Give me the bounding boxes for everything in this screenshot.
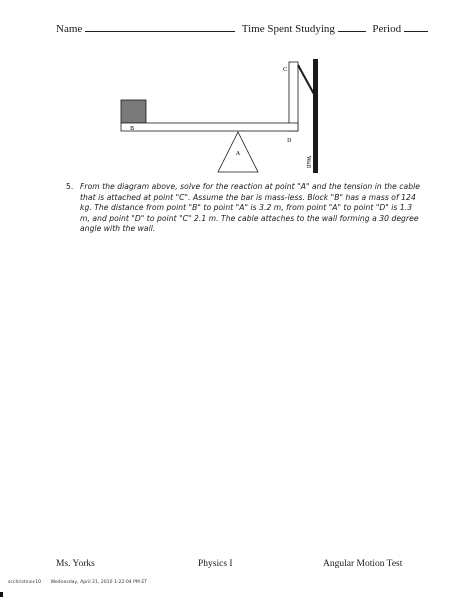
wall [313, 59, 318, 173]
footer-test: Angular Motion Test [323, 559, 403, 569]
problem-5 [66, 182, 422, 235]
name-label: Name [56, 23, 83, 35]
problem-text: From the diagram above, solve for the reaction at point "A" and the tension in the cable that is attached at point "C". Assume the bar is mass-less. Block "B" has a mass of 124 kg. The distance from point "B" to point "A" is 3.2 m, from point "A" to point "D" is 1.3 m, and point "D" to point "C" 2.1 m. The cable attaches to the wall forming a 30 degree angle with the wall. [80, 182, 420, 234]
label-c: C [283, 67, 288, 73]
worksheet-header [56, 22, 428, 35]
problem-number: 5. [66, 182, 74, 191]
print-stamp [8, 580, 147, 585]
vertical-post [289, 62, 298, 131]
footer-course: Physics I [198, 559, 233, 569]
label-a: A [236, 151, 240, 157]
time-spent-blank [338, 22, 366, 32]
scan-mark [0, 592, 3, 597]
cable [298, 65, 315, 96]
name-blank [85, 22, 235, 32]
lever-diagram [110, 56, 330, 176]
label-b: B [130, 126, 135, 132]
period-blank [404, 22, 428, 32]
footer-teacher: Ms. Yorks [56, 559, 95, 569]
label-d: D [287, 138, 292, 144]
stamp-user: scchristinec10 [8, 580, 42, 585]
block-b [121, 100, 146, 123]
period-label: Period [372, 23, 402, 35]
stamp-datetime: Wednesday, April 21, 2010 1:22:04 PM ET [50, 580, 148, 585]
label-wall: Wall [305, 156, 311, 168]
horizontal-bar [121, 123, 298, 131]
time-spent-label: Time Spent Studying [241, 23, 335, 35]
